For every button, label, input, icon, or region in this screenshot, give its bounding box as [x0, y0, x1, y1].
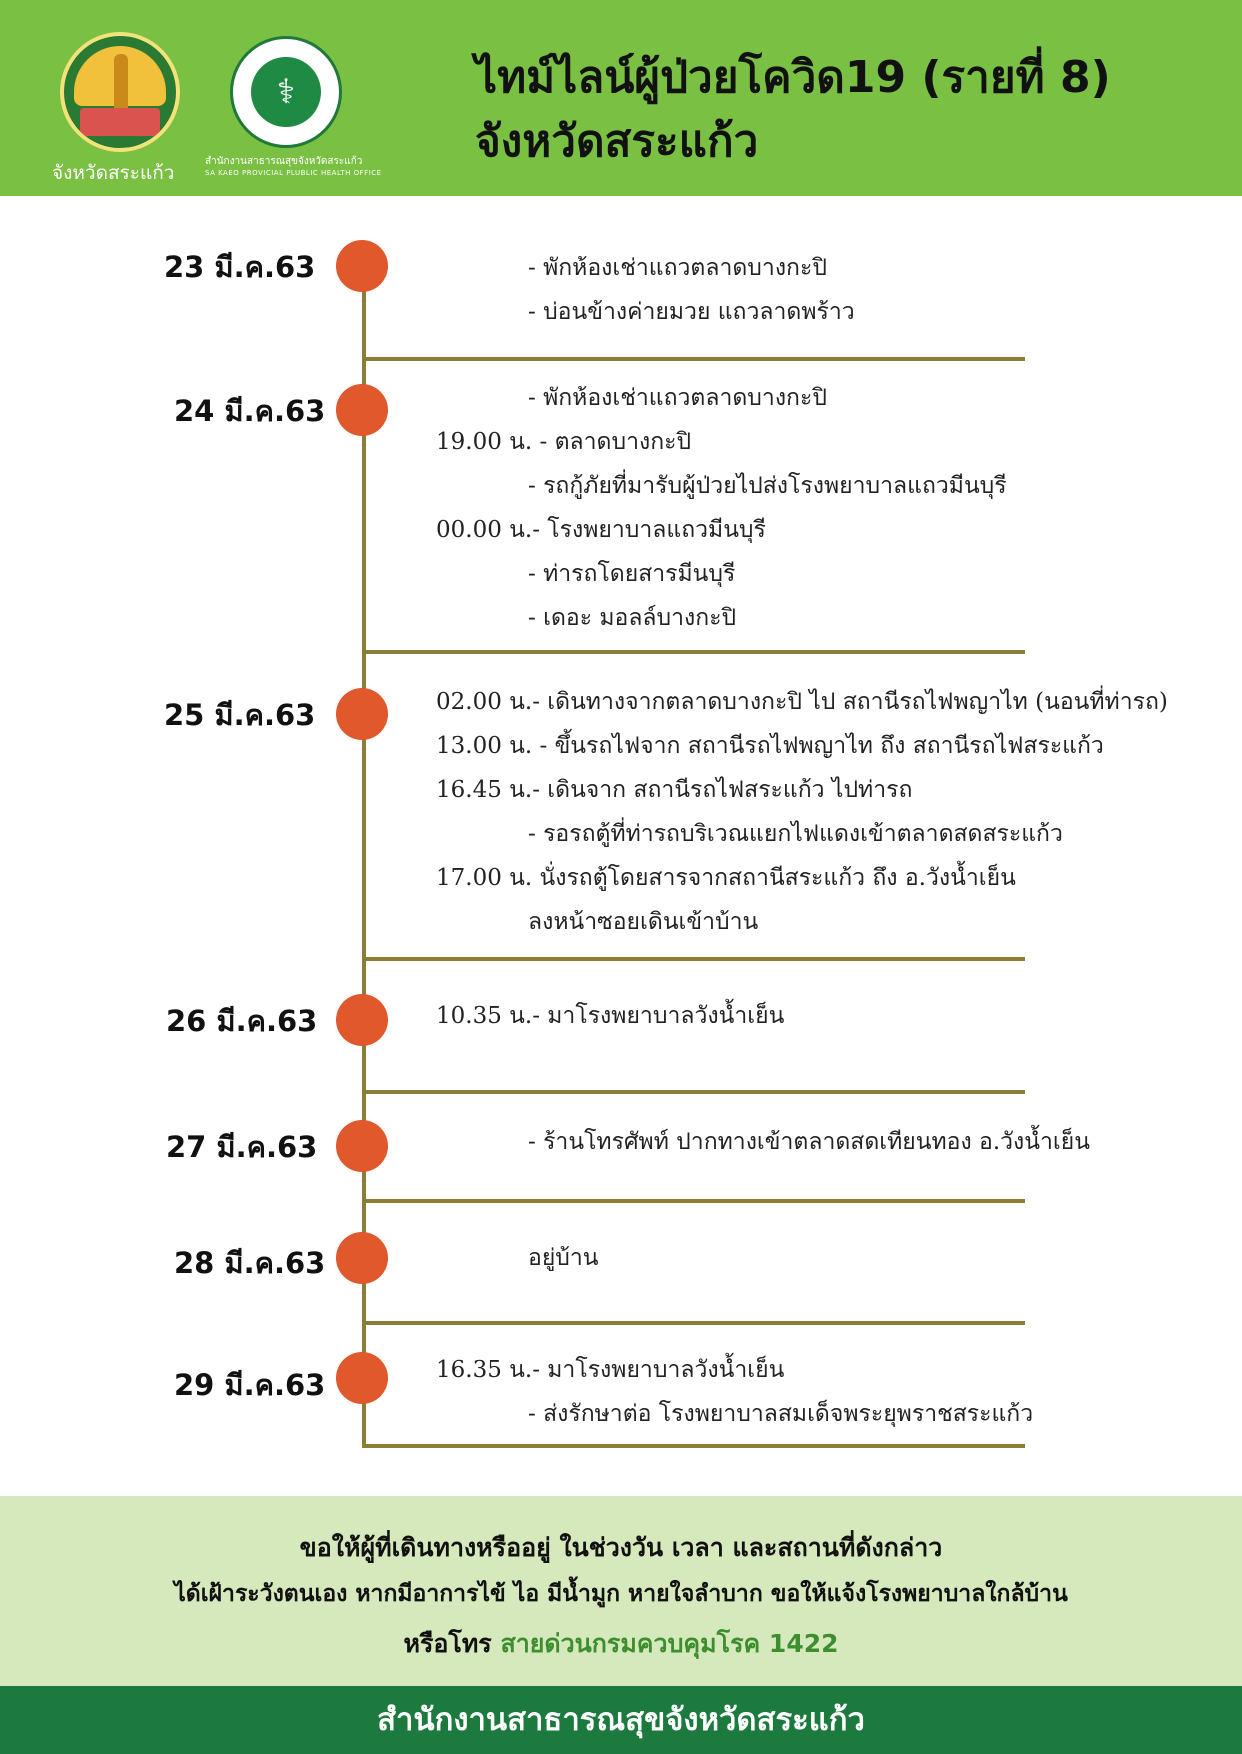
- timeline-entry: อยู่บ้าน: [528, 1245, 599, 1271]
- footer-bar: [0, 1686, 1242, 1754]
- seal-figure: [114, 54, 128, 112]
- timeline-date: 28 มี.ค.63: [174, 1246, 326, 1280]
- timeline-date: 26 มี.ค.63: [166, 1004, 318, 1038]
- timeline-dot: [336, 384, 388, 436]
- timeline-dot: [336, 688, 388, 740]
- timeline-separator: [362, 1199, 1025, 1203]
- header-banner: [0, 0, 1242, 196]
- caduceus-icon: ⚕: [251, 57, 321, 127]
- notice-line-1: ขอให้ผู้ที่เดินทางหรืออยู่ ในช่วงวัน เวลา และสถานที่ดังกล่าว: [299, 1533, 943, 1562]
- timeline-separator: [362, 1321, 1025, 1325]
- hotline-number: สายด่วนกรมควบคุมโรค 1422: [500, 1629, 839, 1658]
- notice-call-prefix: หรือโทร: [403, 1629, 492, 1658]
- timeline-entry: - บ่อนข้างค่ายมวย แถวลาดพร้าว: [528, 299, 855, 325]
- seal-base: [80, 108, 160, 136]
- timeline-dot: [336, 1352, 388, 1404]
- timeline-entry: 17.00 น. นั่งรถตู้โดยสารจากสถานีสระแก้ว ถึง อ.วังน้ำเย็น: [436, 865, 1016, 891]
- timeline-entry: 13.00 น. - ขึ้นรถไฟจาก สถานีรถไฟพญาไท ถึง สถานีรถไฟสระแก้ว: [436, 733, 1104, 759]
- province-seal-logo: [60, 32, 180, 152]
- org-name-th: สำนักงานสาธารณสุขจังหวัดสระแก้ว: [205, 156, 363, 167]
- timeline-entry: - ท่ารถโดยสารมีนบุรี: [528, 561, 736, 587]
- timeline-entry: - เดอะ มอลล์บางกะปิ: [528, 605, 737, 631]
- ministry-of-public-health-logo: [230, 36, 342, 148]
- timeline-separator: [362, 1090, 1025, 1094]
- timeline-date: 27 มี.ค.63: [166, 1130, 318, 1164]
- timeline-separator: [362, 1444, 1025, 1448]
- page-title-line2: จังหวัดสระแก้ว: [475, 116, 759, 167]
- timeline-entry: 19.00 น. - ตลาดบางกะปิ: [436, 429, 692, 455]
- timeline-date: 29 มี.ค.63: [174, 1368, 326, 1402]
- timeline-date: 23 มี.ค.63: [164, 250, 316, 284]
- timeline-dot: [336, 1120, 388, 1172]
- timeline-entry: 16.45 น.- เดินจาก สถานีรถไฟสระแก้ว ไปท่ารถ: [436, 777, 913, 803]
- timeline-entry: - ส่งรักษาต่อ โรงพยาบาลสมเด็จพระยุพราชสระแก้ว: [528, 1401, 1034, 1427]
- timeline-dot: [336, 994, 388, 1046]
- advisory-notice: [0, 1496, 1242, 1686]
- timeline-entry: - รถกู้ภัยที่มารับผู้ป่วยไปส่งโรงพยาบาลแถวมีนบุรี: [528, 473, 1007, 499]
- timeline-entry: - ร้านโทรศัพท์ ปากทางเข้าตลาดสดเทียนทอง อ.วังน้ำเย็น: [528, 1129, 1090, 1155]
- timeline-entry: - พักห้องเช่าแถวตลาดบางกะปิ: [528, 385, 827, 411]
- notice-line-3: [0, 1624, 1242, 1664]
- timeline-dot: [336, 1232, 388, 1284]
- timeline-separator: [362, 650, 1025, 654]
- notice-line-2: ได้เฝ้าระวังตนเอง หากมีอาการไข้ ไอ มีน้ำมูก หายใจลำบาก ขอให้แจ้งโรงพยาบาลใกล้บ้าน: [174, 1581, 1068, 1607]
- page-title-line1: ไทม์ไลน์ผู้ป่วยโควิด19 (รายที่ 8): [475, 52, 1111, 103]
- timeline-entry: 16.35 น.- มาโรงพยาบาลวังน้ำเย็น: [436, 1357, 785, 1383]
- timeline-separator: [362, 957, 1025, 961]
- timeline-entry: ลงหน้าซอยเดินเข้าบ้าน: [528, 909, 759, 935]
- timeline-date: 25 มี.ค.63: [164, 698, 316, 732]
- timeline-entry: 00.00 น.- โรงพยาบาลแถวมีนบุรี: [436, 517, 766, 543]
- org-name-en: SA KAEO PROVICIAL PLUBLIC HEALTH OFFICE: [205, 169, 382, 177]
- timeline-entry: - พักห้องเช่าแถวตลาดบางกะปิ: [528, 255, 827, 281]
- province-caption: จังหวัดสระแก้ว: [52, 162, 175, 184]
- timeline-entry: 10.35 น.- มาโรงพยาบาลวังน้ำเย็น: [436, 1003, 785, 1029]
- footer-org-name: สำนักงานสาธารณสุขจังหวัดสระแก้ว: [377, 1702, 865, 1738]
- timeline-entry: - รอรถตู้ที่ท่ารถบริเวณแยกไฟแดงเข้าตลาดสดสระแก้ว: [528, 821, 1063, 847]
- timeline-separator: [362, 357, 1025, 361]
- timeline-dot: [336, 240, 388, 292]
- timeline-entry: 02.00 น.- เดินทางจากตลาดบางกะปิ ไป สถานีรถไฟพญาไท (นอนที่ท่ารถ): [436, 689, 1168, 715]
- timeline-date: 24 มี.ค.63: [174, 394, 326, 428]
